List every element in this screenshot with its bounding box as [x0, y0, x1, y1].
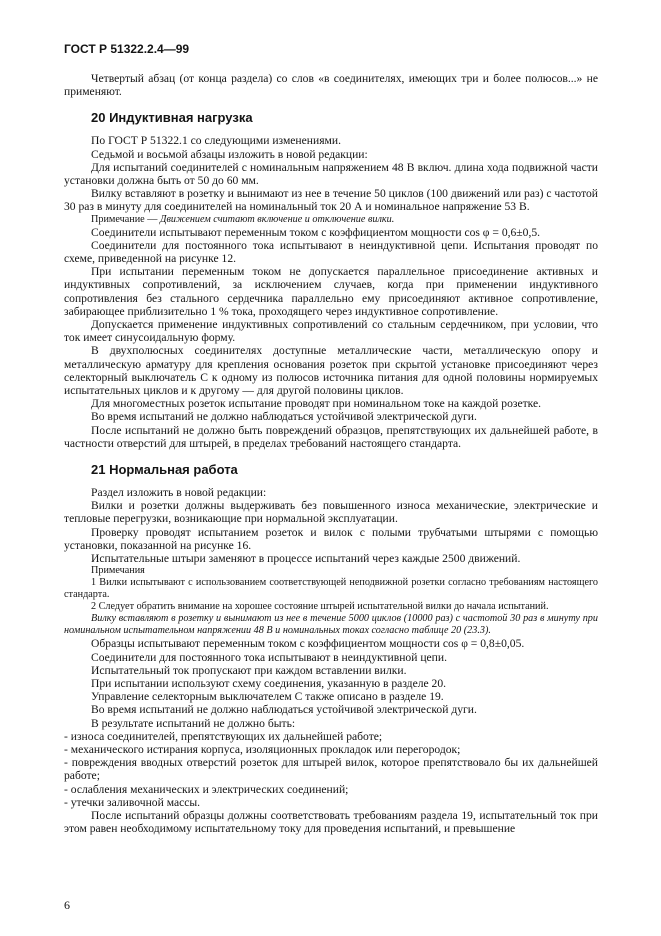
document-header: ГОСТ Р 51322.2.4—99 — [64, 42, 190, 56]
s21-notes-title: Примечания — [91, 565, 145, 577]
s21-p12: После испытаний образцы должны соответствовать требованиям раздела 19, испытательный ток при этом равен необходимому испытательному току для проведения испытаний, и превышение — [64, 808, 598, 836]
s21-p10: Во время испытаний не должно наблюдаться устойчивой электрической дуги. — [91, 703, 477, 717]
s20-p4: Вилку вставляют в розетку и вынимают из нее в течение 50 циклов (100 движений или раз) с частотой 30 раз в минуту для соединителей на номинальный ток 20 А и номинальное напряжение 53 В. — [64, 187, 598, 214]
section-20-title: 20 Индуктивная нагрузка — [91, 110, 253, 126]
s20-p7: При испытании переменным током не допускается параллельное присоединение активных и индуктивных сопротивлений, за исключением случаев, когда при применении индуктивного сопротивления без стального сердечника параллельно ему присоединяют активное сопротивление, забирающее приблизительно 1 % тока, проходящего через индуктивное сопротивление. — [64, 265, 598, 318]
s20-p1: По ГОСТ Р 51322.1 со следующими изменениями. — [91, 134, 341, 148]
page-number: 6 — [64, 898, 70, 912]
s20-p3: Для испытаний соединителей с номинальным напряжением 48 В включ. длина хода подвижной части установки должна быть от 50 до 60 мм. — [64, 160, 598, 188]
s20-p12: После испытаний не должно быть повреждений образцов, препятствующих их дальнейшей работе, в частности отверстий для штырей, в пределах требований настоящего стандарта. — [64, 423, 598, 450]
s21-p2: Вилки и розетки должны выдерживать без повышенного износа механические, электрические и тепловые перегрузки, возникающие при нормальной эксплуатации. — [64, 499, 598, 526]
s20-p10: Для многоместных розеток испытание проводят при номинальном токе на каждой розетке. — [91, 397, 542, 411]
intro-paragraph: Четвертый абзац (от конца раздела) со слов «в соединителях, имеющих три и более полюсов...» не применяют. — [64, 72, 598, 99]
s20-note — [64, 214, 598, 226]
s20-p8: Допускается применение индуктивных сопротивлений со стальным сердечником, при условии, что ток имеет синусоидальную форму. — [64, 318, 598, 345]
list-item: - механического истирания корпуса, изоляционных прокладок или перегородок; — [64, 742, 461, 756]
list-item: - повреждения вводных отверстий розеток для штырей вилок, которое препятствовало бы их дальнейшей работе; — [64, 756, 598, 783]
s20-p9: В двухполюсных соединителях доступные металлические части, металлическую опору и металлическую арматуру для крепления основания розеток при скрытой установке присоединяют через селекторный выключатель С к одному из полюсов источника питания для одной половины нормируемых испытательных циклов и к другому — для другой половины циклов. — [64, 344, 598, 398]
section-21-title: 21 Нормальная работа — [91, 462, 238, 478]
s20-p6: Соединители для постоянного тока испытывают в неиндуктивной цепи. Испытания проводят по схеме, приведенной на рисунке 12. — [64, 238, 598, 266]
list-item: - утечки заливочной массы. — [64, 795, 201, 809]
list-item: - ослабления механических и электрических соединений; — [64, 782, 349, 796]
s21-p7: Испытательный ток пропускают при каждом вставлении вилки. — [91, 663, 407, 677]
s21-p4: Испытательные штыри заменяют в процессе испытаний через каждые 2500 движений. — [91, 552, 521, 566]
s21-p1: Раздел изложить в новой редакции: — [91, 486, 267, 500]
s21-note-1: 1 Вилки испытывают с использованием соответствующей неподвижной розетки согласно требованиям настоящего стандарта. — [64, 577, 598, 601]
s20-note-label: Примечание — — [91, 213, 160, 225]
s21-p3: Проверку проводят испытанием розеток и вилок с полыми трубчатыми штырями с помощью установки, показанной на рисунке 16. — [64, 525, 598, 552]
s21-p9: Управление селекторным выключателем С также описано в разделе 19. — [91, 690, 444, 704]
s21-note-2: 2 Следует обратить внимание на хорошее состояние штырей испытательной вилки до начала испытаний. — [91, 601, 549, 613]
s21-p5: Образцы испытывают переменным током с коэффициентом мощности cos φ = 0,8±0,05. — [91, 637, 525, 651]
s20-note-text: Движением считают включение и отключение вилки. — [159, 213, 395, 225]
s20-p11: Во время испытаний не должно наблюдаться устойчивой электрической дуги. — [91, 410, 477, 424]
document-body — [64, 72, 598, 835]
s21-p11: В результате испытаний не должно быть: — [91, 716, 296, 730]
s20-p5: Соединители испытывают переменным током с коэффициентом мощности cos φ = 0,6±0,5. — [91, 225, 541, 239]
s21-italic-paragraph: Вилку вставляют в розетку и вынимают из нее в течение 5000 циклов (10000 раз) с частотой 30 раз в минуту при номинальном испытательном напряжении 48 В и номинальных токах согласно таблице 20 (23.3). — [64, 613, 598, 637]
list-item: - износа соединителей, препятствующих их дальнейшей работе; — [64, 729, 383, 743]
s20-p2: Седьмой и восьмой абзацы изложить в новой редакции: — [91, 147, 368, 161]
s21-p8: При испытании используют схему соединения, указанную в разделе 20. — [91, 676, 447, 690]
s21-p6: Соединители для постоянного тока испытывают в неиндуктивной цепи. — [91, 650, 447, 664]
